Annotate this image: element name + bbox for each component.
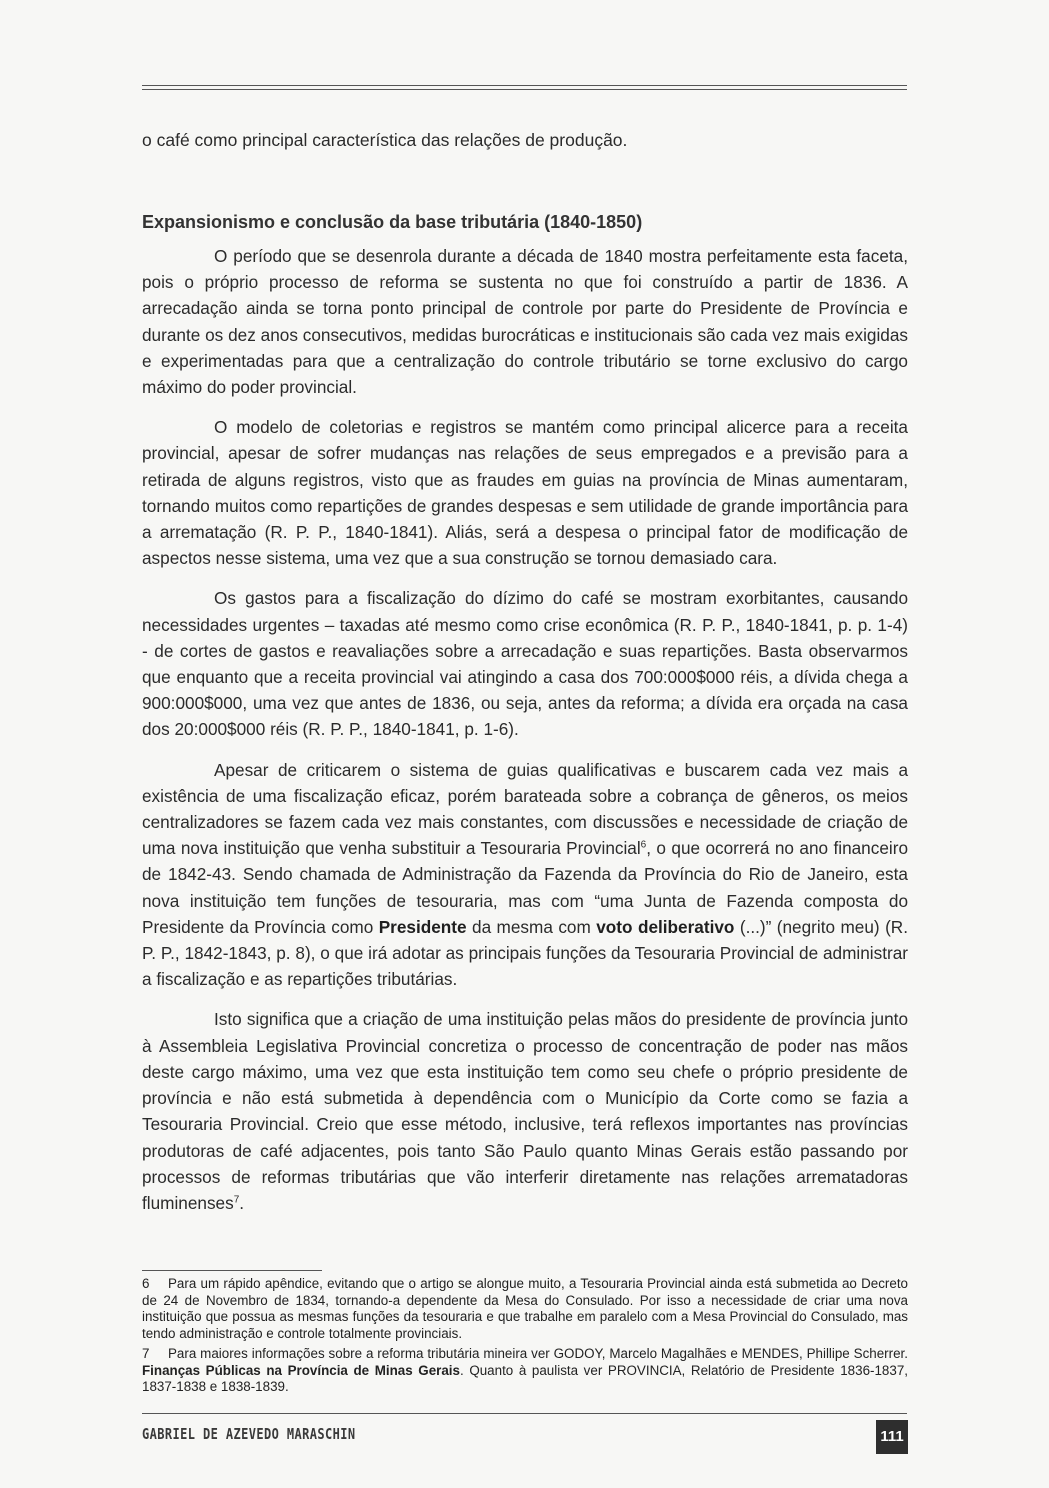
paragraph-4: [142, 757, 908, 993]
paragraph-1: O período que se desenrola durante a década de 1840 mostra perfeitamente esta faceta, pois o próprio processo de reforma se sustenta no que foi construído a partir de 1836. A arrecadação ainda se torna ponto principal de controle por parte do Presidente de Província e durante os dez anos consecutivos, medidas burocráticas e institucionais são cada vez mais exigidas e experimentadas para que a centralização do controle tributário se torne exclusivo do cargo máximo do poder provincial.: [142, 246, 908, 398]
bold-voto-deliberativo: voto deliberativo: [596, 916, 735, 937]
footnote-ref-7[interactable]: 7: [233, 1194, 240, 1206]
footnote-rule: [142, 1270, 322, 1271]
footnote-6: [142, 1276, 908, 1342]
footnote-number: 7: [142, 1346, 150, 1361]
author-name: GABRIEL DE AZEVEDO MARASCHIN: [142, 1425, 356, 1443]
footnote-book-title: Finanças Públicas na Província de Minas Gerais: [142, 1362, 460, 1378]
header-rule: [142, 85, 907, 90]
paragraph-4-text-c: da mesma com: [466, 916, 597, 937]
paragraph-3: Os gastos para a fiscalização do dízimo do café se mostram exorbitantes, causando necessidades urgentes – taxadas até mesmo como crise econômica (R. P. P., 1840-1841, p. p. 1-4) - de cortes de gastos e reavaliações sobre a arrecadação e suas repartições. Basta observarmos que enquanto que a receita provincial vai atingindo a casa dos 700:000$000 réis, a dívida chega a 900:000$000, uma vez que antes de 1836, ou seja, antes da reforma; a dívida era orçada na casa dos 20:000$000 réis (R. P. P., 1840-1841, p. 1-6).: [142, 588, 908, 740]
paragraph-4-text-a: Apesar de criticarem o sistema de guias qualificativas e buscarem cada vez mais a existência de uma fiscalização eficaz, porém barateada sobre a cobrança de gêneros, os meios centralizadores se fazem cada vez mais constantes, com discussões e necessidade de criação de uma nova instituição que venha substituir a Tesouraria Provincial: [142, 759, 908, 859]
footnote-text-end: . Quanto à paulista ver PROVINCIA, Relatório de Presidente 1836-1837, 1837-1838 e 1838-1839.: [142, 1362, 908, 1394]
footer-rule: [142, 1413, 907, 1414]
footnote-text: Para maiores informações sobre a reforma tributária mineira ver GODOY, Marcelo Magalhães e MENDES, Phillipe Scherrer.: [168, 1346, 908, 1361]
bold-presidente: Presidente: [378, 916, 467, 937]
footnotes: [142, 1276, 908, 1400]
paragraph-5-end: .: [239, 1192, 245, 1213]
footnote-7: [142, 1346, 908, 1396]
paragraph-5: [142, 1006, 908, 1216]
paragraph-4-text-d: (...)” (negrito meu) (R. P. P., 1842-1843, p. 8), o que irá adotar as principais funções da Tesouraria Provincial de administrar a fiscalização e as repartições tributárias.: [142, 916, 908, 990]
footnote-ref-6[interactable]: 6: [640, 839, 647, 851]
intro-line: o café como principal característica das relações de produção.: [142, 130, 628, 150]
paragraph-5-text: Isto significa que a criação de uma instituição pelas mãos do presidente de província junto à Assembleia Legislativa Provincial concretiza o processo de concentração de poder nas mãos deste cargo máximo, uma vez que esta instituição tem como seu chefe o próprio presidente de província e não está submetida à dependência com o Município da Corte como se fazia a Tesouraria Provincial. Creio que esse método, inclusive, terá reflexos importantes nas províncias produtoras de café adjacentes, pois tanto São Paulo quanto Minas Gerais estão passando por processos de reformas tributárias que vão interferir diretamente nas relações arrematadoras fluminenses: [142, 1009, 908, 1213]
main-text: [142, 127, 908, 1230]
section-title: Expansionismo e conclusão da base tributária (1840-1850): [142, 212, 643, 232]
footnote-text: Para um rápido apêndice, evitando que o artigo se alongue muito, a Tesouraria Provincial ainda está submetida ao Decreto de 24 de Novembro de 1834, tornando-a dependente da Mesa do Consulado. Por isso a necessidade de criar uma nova instituição que possua as mesmas funções da tesouraria e que trabalhe em paralelo com a Mesa Provincial do Consulado, mas tendo administração e controle totalmente provinciais.: [142, 1276, 908, 1341]
paragraph-4-text-b: , o que ocorrerá no ano financeiro de 1842-43. Sendo chamada de Administração da Fazenda da Província do Rio de Janeiro, esta nova instituição tem funções de tesouraria, mas com “uma Junta de Fazenda composta do Presidente da Província como: [142, 838, 908, 937]
footnote-number: 6: [142, 1276, 150, 1291]
paragraph-2: O modelo de coletorias e registros se mantém como principal alicerce para a receita provincial, apesar de sofrer mudanças nas relações de seus empregados e a previsão para a retirada de alguns registros, visto que as fraudes em guias na província de Minas aumentaram, tornando muitos como repartições de grandes despesas e sem utilidade de grande importância para a arrematação (R. P. P., 1840-1841). Aliás, será a despesa o principal fator de modificação de aspectos nesse sistema, uma vez que a sua construção se tornou demasiado cara.: [142, 417, 908, 569]
page-number: 111: [876, 1420, 908, 1454]
